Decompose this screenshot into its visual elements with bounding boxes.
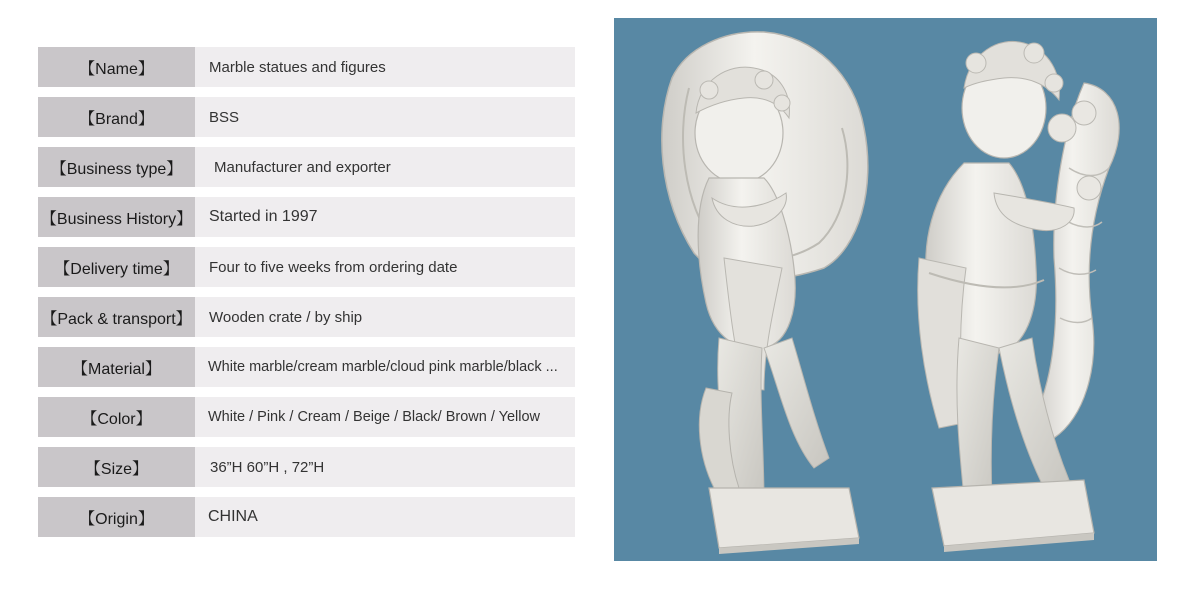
spec-row-business-history bbox=[38, 197, 575, 237]
spec-label-size: 【Size】 bbox=[38, 447, 195, 487]
spec-row-material bbox=[38, 347, 575, 387]
spec-row-color bbox=[38, 397, 575, 437]
spec-value-color bbox=[195, 397, 575, 437]
spec-value-text: 36”H 60”H , 72”H bbox=[210, 458, 325, 476]
spec-label-name: 【Name】 bbox=[38, 47, 195, 87]
spec-row-origin bbox=[38, 497, 575, 537]
spec-value-business-history bbox=[195, 197, 575, 237]
spec-value-text: White / Pink / Cream / Beige / Black/ Brown / Yellow bbox=[208, 409, 541, 425]
spec-row-size bbox=[38, 447, 575, 487]
spec-value-text: Manufacturer and exporter bbox=[214, 158, 391, 176]
spec-value-business-type bbox=[195, 147, 575, 187]
product-photo bbox=[614, 18, 1157, 561]
spec-value-delivery-time bbox=[195, 247, 575, 287]
spec-label-material: 【Material】 bbox=[38, 347, 195, 387]
spec-value-text: CHINA bbox=[208, 508, 258, 525]
spec-row-delivery-time bbox=[38, 247, 575, 287]
spec-label-business-history: 【Business History】 bbox=[38, 197, 195, 237]
marble-cherub-statues-image bbox=[614, 18, 1157, 561]
spec-value-material bbox=[195, 347, 575, 387]
spec-value-size bbox=[195, 447, 575, 487]
spec-value-name bbox=[195, 47, 575, 87]
spec-table bbox=[38, 47, 575, 547]
left-cherub-statue bbox=[662, 32, 868, 554]
spec-value-pack-transport bbox=[195, 297, 575, 337]
spec-row-pack-transport bbox=[38, 297, 575, 337]
spec-value-text: Started in 1997 bbox=[209, 208, 318, 225]
spec-label-brand: 【Brand】 bbox=[38, 97, 195, 137]
spec-value-origin bbox=[195, 497, 575, 537]
spec-label-color: 【Color】 bbox=[38, 397, 195, 437]
spec-value-text: Wooden crate / by ship bbox=[209, 308, 363, 326]
spec-value-text: White marble/cream marble/cloud pink marble/black ... bbox=[208, 359, 558, 375]
spec-label-origin: 【Origin】 bbox=[38, 497, 195, 537]
spec-label-business-type: 【Business type】 bbox=[38, 147, 195, 187]
spec-label-delivery-time: 【Delivery time】 bbox=[38, 247, 195, 287]
spec-value-brand bbox=[195, 97, 575, 137]
spec-row-brand bbox=[38, 97, 575, 137]
spec-label-pack-transport: 【Pack & transport】 bbox=[38, 297, 195, 337]
spec-row-business-type bbox=[38, 147, 575, 187]
right-cherub-statue bbox=[918, 41, 1119, 552]
spec-value-text: Four to five weeks from ordering date bbox=[209, 258, 458, 276]
spec-value-text: BSS bbox=[209, 108, 240, 126]
spec-row-name bbox=[38, 47, 575, 87]
spec-value-text: Marble statues and figures bbox=[209, 58, 386, 76]
